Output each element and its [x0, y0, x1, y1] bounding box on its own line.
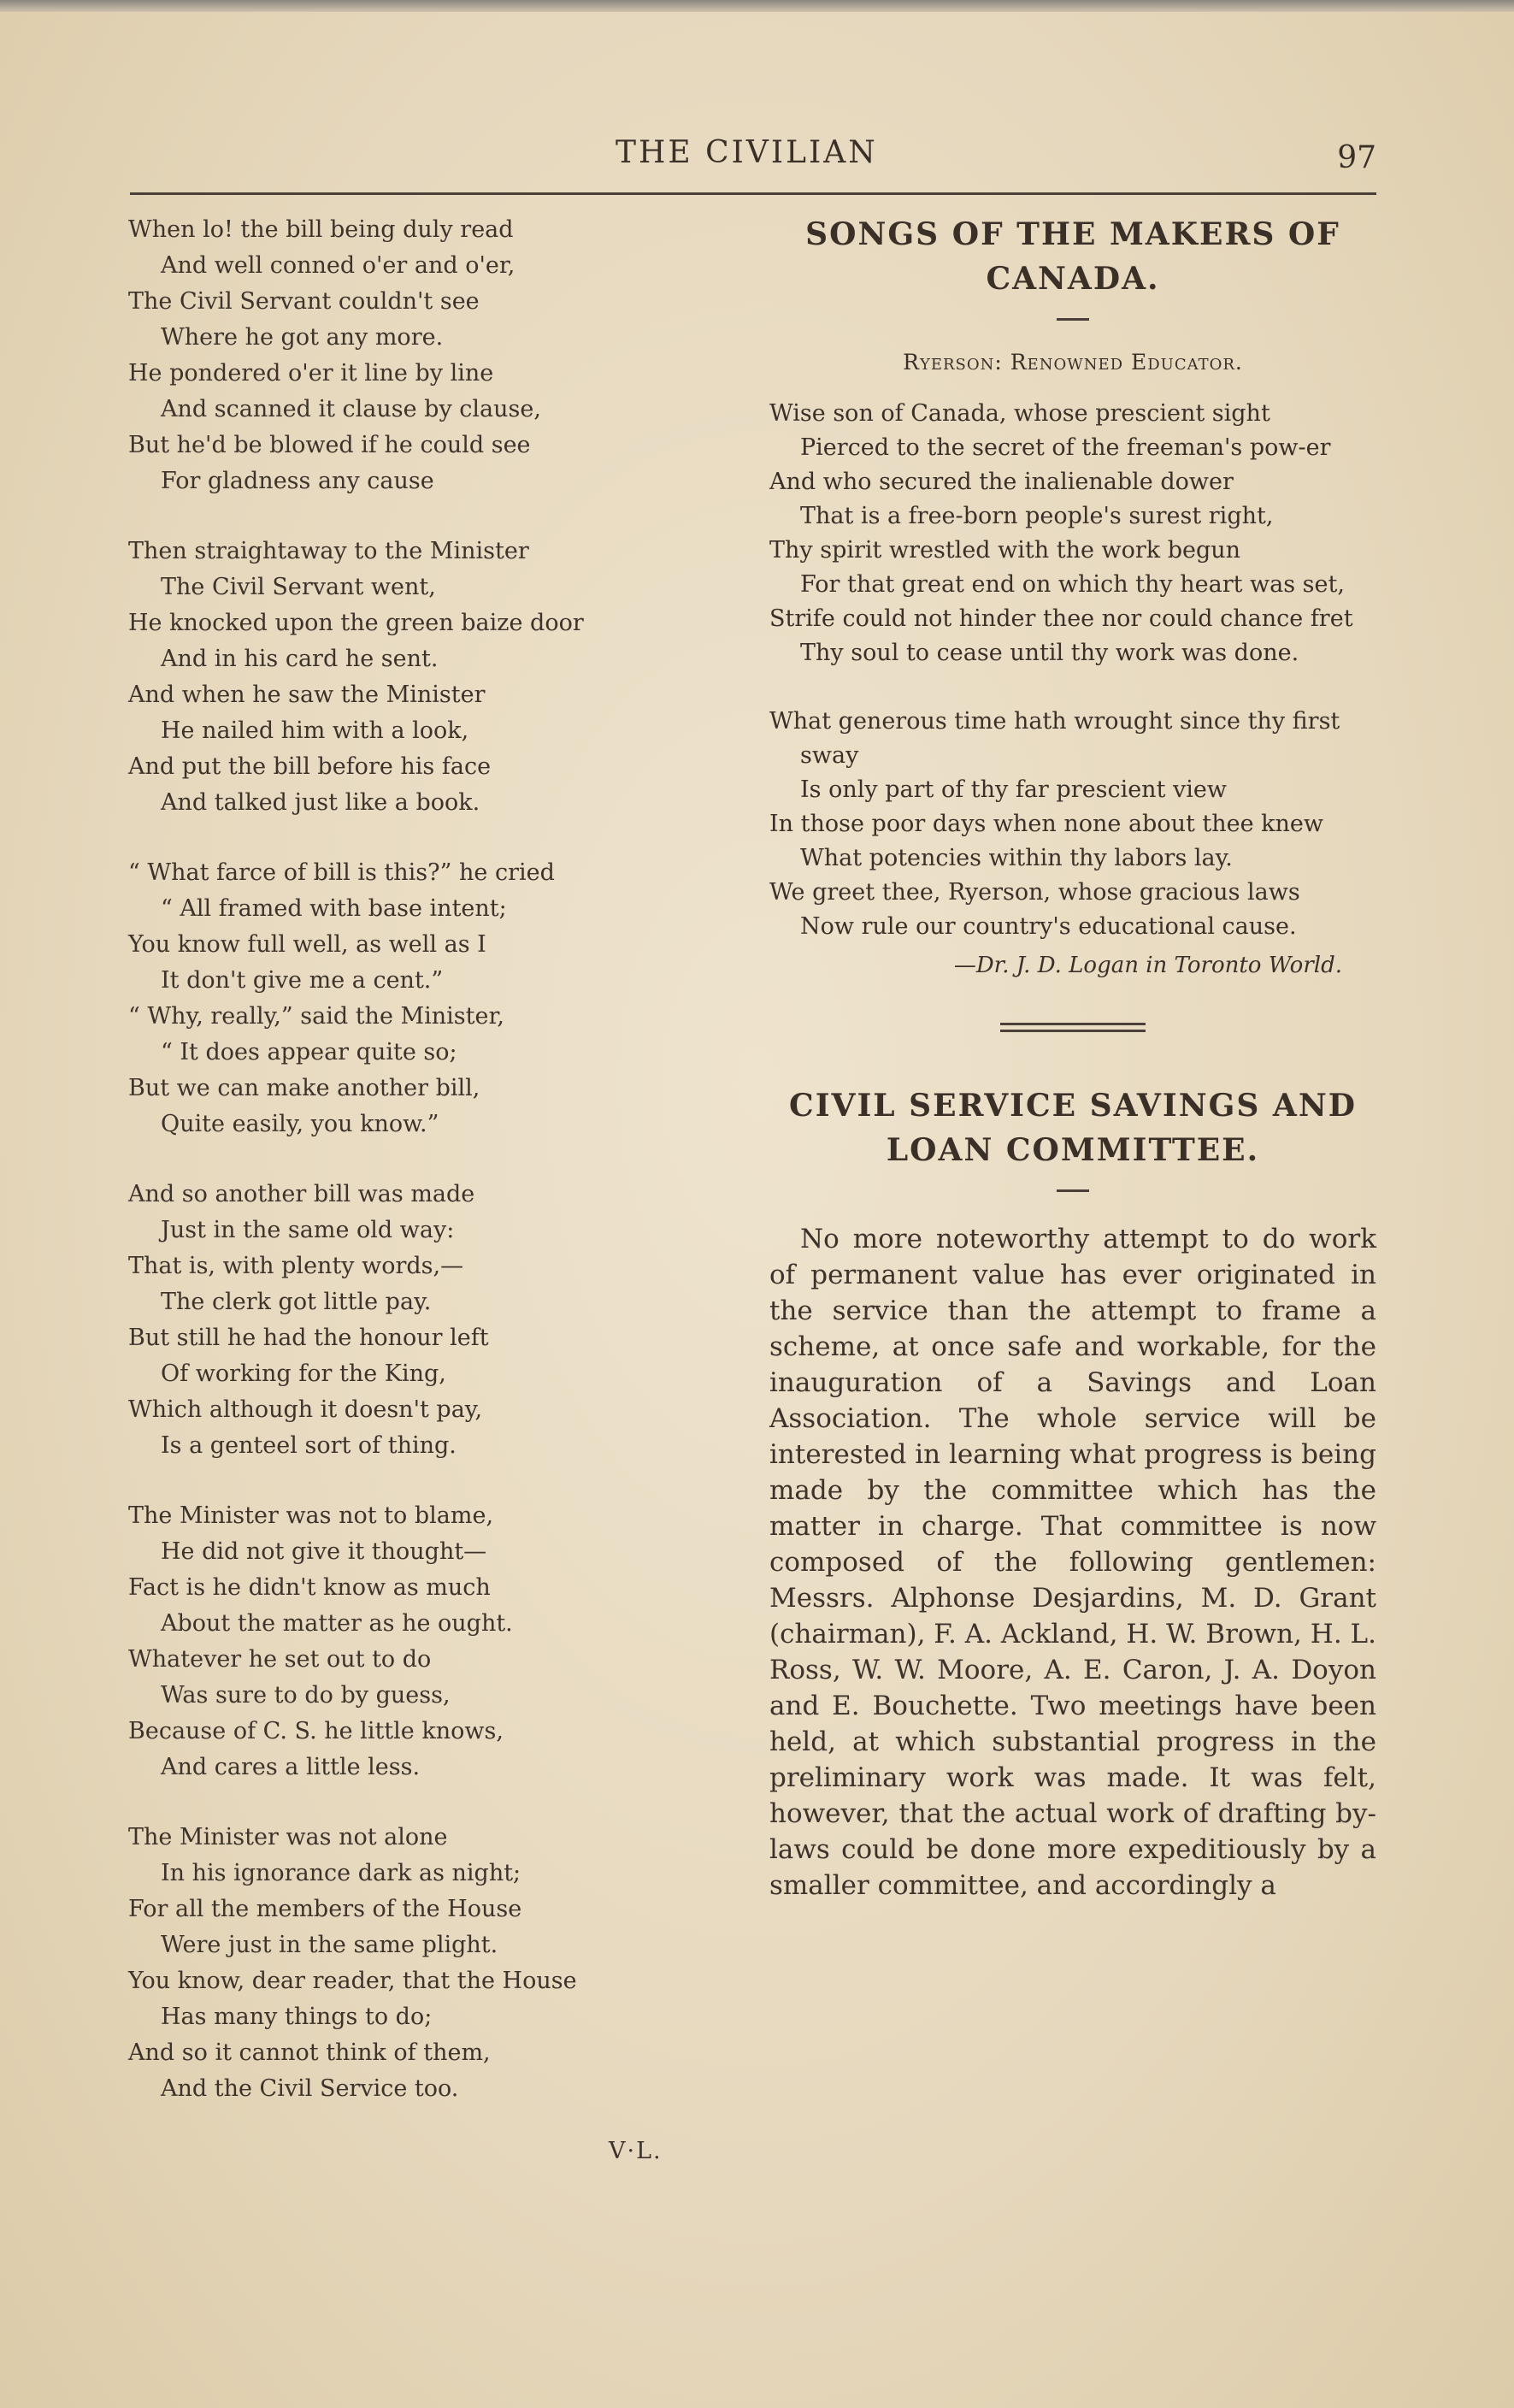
songs-verse — [769, 397, 1376, 944]
poem-line: But we can make another bill, — [128, 1075, 480, 1101]
songs-line: What potencies within thy labors lay. — [800, 845, 1233, 871]
poem-line: “ It does appear quite so; — [161, 1039, 457, 1065]
songs-line: Thy spirit wrestled with the work begun — [769, 537, 1241, 564]
poem-line: And put the bill before his face — [128, 753, 492, 780]
poem-line: It don't give me a cent.” — [161, 967, 444, 994]
poem-stanza — [128, 1177, 675, 1464]
poem-line: Is a genteel sort of thing. — [161, 1432, 457, 1459]
songs-line: Now rule our country's educational cause. — [800, 913, 1297, 940]
poem-line: When lo! the bill being duly read — [128, 216, 514, 243]
poem-line: The Civil Servant couldn't see — [128, 288, 480, 315]
poem-line: And so another bill was made — [128, 1181, 475, 1207]
poem-line: The Minister was not alone — [128, 1824, 448, 1850]
songs-attribution: —Dr. J. D. Logan in Toronto World. — [953, 953, 1342, 978]
poem-line: You know, dear reader, that the House — [128, 1968, 577, 1994]
poem-column — [128, 212, 675, 2141]
poem-line: The clerk got little pay. — [161, 1289, 432, 1315]
poem-line: You know full well, as well as I — [128, 931, 486, 958]
heading-rule — [1057, 318, 1089, 321]
header-rule — [130, 192, 1376, 195]
poem-line: Quite easily, you know.” — [161, 1111, 439, 1137]
poem-line: And the Civil Service too. — [161, 2075, 459, 2102]
poem-line: Was sure to do by guess, — [161, 1682, 451, 1709]
songs-line: That is a free-born people's surest right, — [800, 503, 1274, 529]
poem-line: In his ignorance dark as night; — [161, 1860, 521, 1886]
right-column — [769, 212, 1376, 1903]
heading-rule — [1057, 1189, 1089, 1192]
songs-line: Thy soul to cease until thy work was done. — [800, 640, 1299, 666]
poem-line: But he'd be blowed if he could see — [128, 432, 531, 458]
poem-line: And well conned o'er and o'er, — [161, 252, 515, 279]
poem-stanza — [128, 534, 675, 821]
songs-stanza — [769, 705, 1376, 944]
savings-body: No more noteworthy attempt to do work of permanent value has ever originated in the service than the attempt to frame a scheme, at once safe and workable, for the inauguration of a Savings and Loan Association. The whole service will be interested in learning what progress is being made by the committee which has the matter in charge. That committee is now composed of the following gentlemen: Messrs. Alphonse Desjardins, M. D. Grant (chairman), F. A. Ackland, H. W. Brown, H. L. Ross, W. W. Moore, A. E. Caron, J. A. Doyon and E. Bouchette. Two meetings have been held, at which substantial progress in the preliminary work was made. It was felt, however, that the actual work of drafting by-laws could be done more expeditiously by a smaller committee, and accordingly a — [769, 1224, 1376, 1901]
section-divider — [1000, 1023, 1146, 1032]
poem-line: And cares a little less. — [161, 1754, 421, 1780]
poem-stanza — [128, 855, 675, 1142]
poem-line: He pondered o'er it line by line — [128, 360, 494, 387]
poem-line: Because of C. S. he little knows, — [128, 1718, 504, 1744]
poem-line: And scanned it clause by clause, — [161, 396, 541, 422]
poem-line: Were just in the same plight. — [161, 1932, 498, 1958]
songs-line: In those poor days when none about thee knew — [769, 811, 1324, 837]
poem-line: About the matter as he ought. — [161, 1610, 513, 1637]
songs-line: What generous time hath wrought since thy first sway — [769, 708, 1340, 769]
poem-line: That is, with plenty words,— — [128, 1253, 464, 1279]
poem-line: For all the members of the House — [128, 1896, 522, 1922]
songs-heading: SONGS OF THE MAKERS OF CANADA. — [805, 216, 1340, 297]
poem-line: “ Why, really,” said the Minister, — [128, 1003, 505, 1030]
poem-line: Has many things to do; — [161, 2004, 433, 2030]
songs-line: Is only part of thy far prescient view — [800, 776, 1227, 803]
songs-line: Wise son of Canada, whose prescient sight — [769, 400, 1270, 427]
songs-stanza — [769, 397, 1376, 670]
poem-stanza — [128, 1498, 675, 1785]
songs-line: Pierced to the secret of the freeman's pow-er — [800, 434, 1331, 461]
songs-line: And who secured the inalienable dower — [769, 469, 1234, 495]
savings-heading: CIVIL SERVICE SAVINGS AND LOAN COMMITTEE. — [789, 1088, 1357, 1168]
running-title: THE CIVILIAN — [616, 135, 878, 170]
poem-line: Which although it doesn't pay, — [128, 1396, 483, 1423]
page-number: 97 — [1337, 140, 1376, 175]
poem-line: He nailed him with a look, — [161, 717, 469, 744]
poem-line: And so it cannot think of them, — [128, 2039, 491, 2066]
poem-line: “ All framed with base intent; — [161, 895, 507, 922]
poem-line: Whatever he set out to do — [128, 1646, 432, 1673]
poem-line: And talked just like a book. — [161, 789, 480, 816]
poem-line: And when he saw the Minister — [128, 682, 486, 708]
poem-line: Of working for the King, — [161, 1360, 446, 1387]
poem-line: For gladness any cause — [161, 468, 434, 494]
page-top-edge — [0, 0, 1514, 12]
poem-line: And in his card he sent. — [161, 646, 439, 672]
poem-line: “ What farce of bill is this?” he cried — [128, 859, 555, 886]
poem-line: The Civil Servant went, — [161, 574, 436, 600]
page-header — [128, 135, 1376, 186]
songs-line: For that great end on which thy heart was set, — [800, 571, 1345, 598]
poem-line: He did not give it thought— — [161, 1538, 487, 1565]
poem-stanza — [128, 212, 675, 499]
poem-line: The Minister was not to blame, — [128, 1502, 494, 1529]
poem-line: Just in the same old way: — [161, 1217, 455, 1243]
poem-stanza — [128, 1820, 675, 2107]
poem-signature: V·L. — [609, 2138, 663, 2164]
songs-line: We greet thee, Ryerson, whose gracious laws — [769, 879, 1300, 906]
poem-line: But still he had the honour left — [128, 1325, 489, 1351]
poem-line: Fact is he didn't know as much — [128, 1574, 491, 1601]
poem-line: Then straightaway to the Minister — [128, 538, 529, 564]
poem-line: He knocked upon the green baize door — [128, 610, 584, 636]
songs-line: Strife could not hinder thee nor could chance fret — [769, 605, 1353, 632]
songs-subheading: Ryerson: Renowned Educator. — [903, 350, 1243, 375]
poem-line: Where he got any more. — [161, 324, 444, 351]
